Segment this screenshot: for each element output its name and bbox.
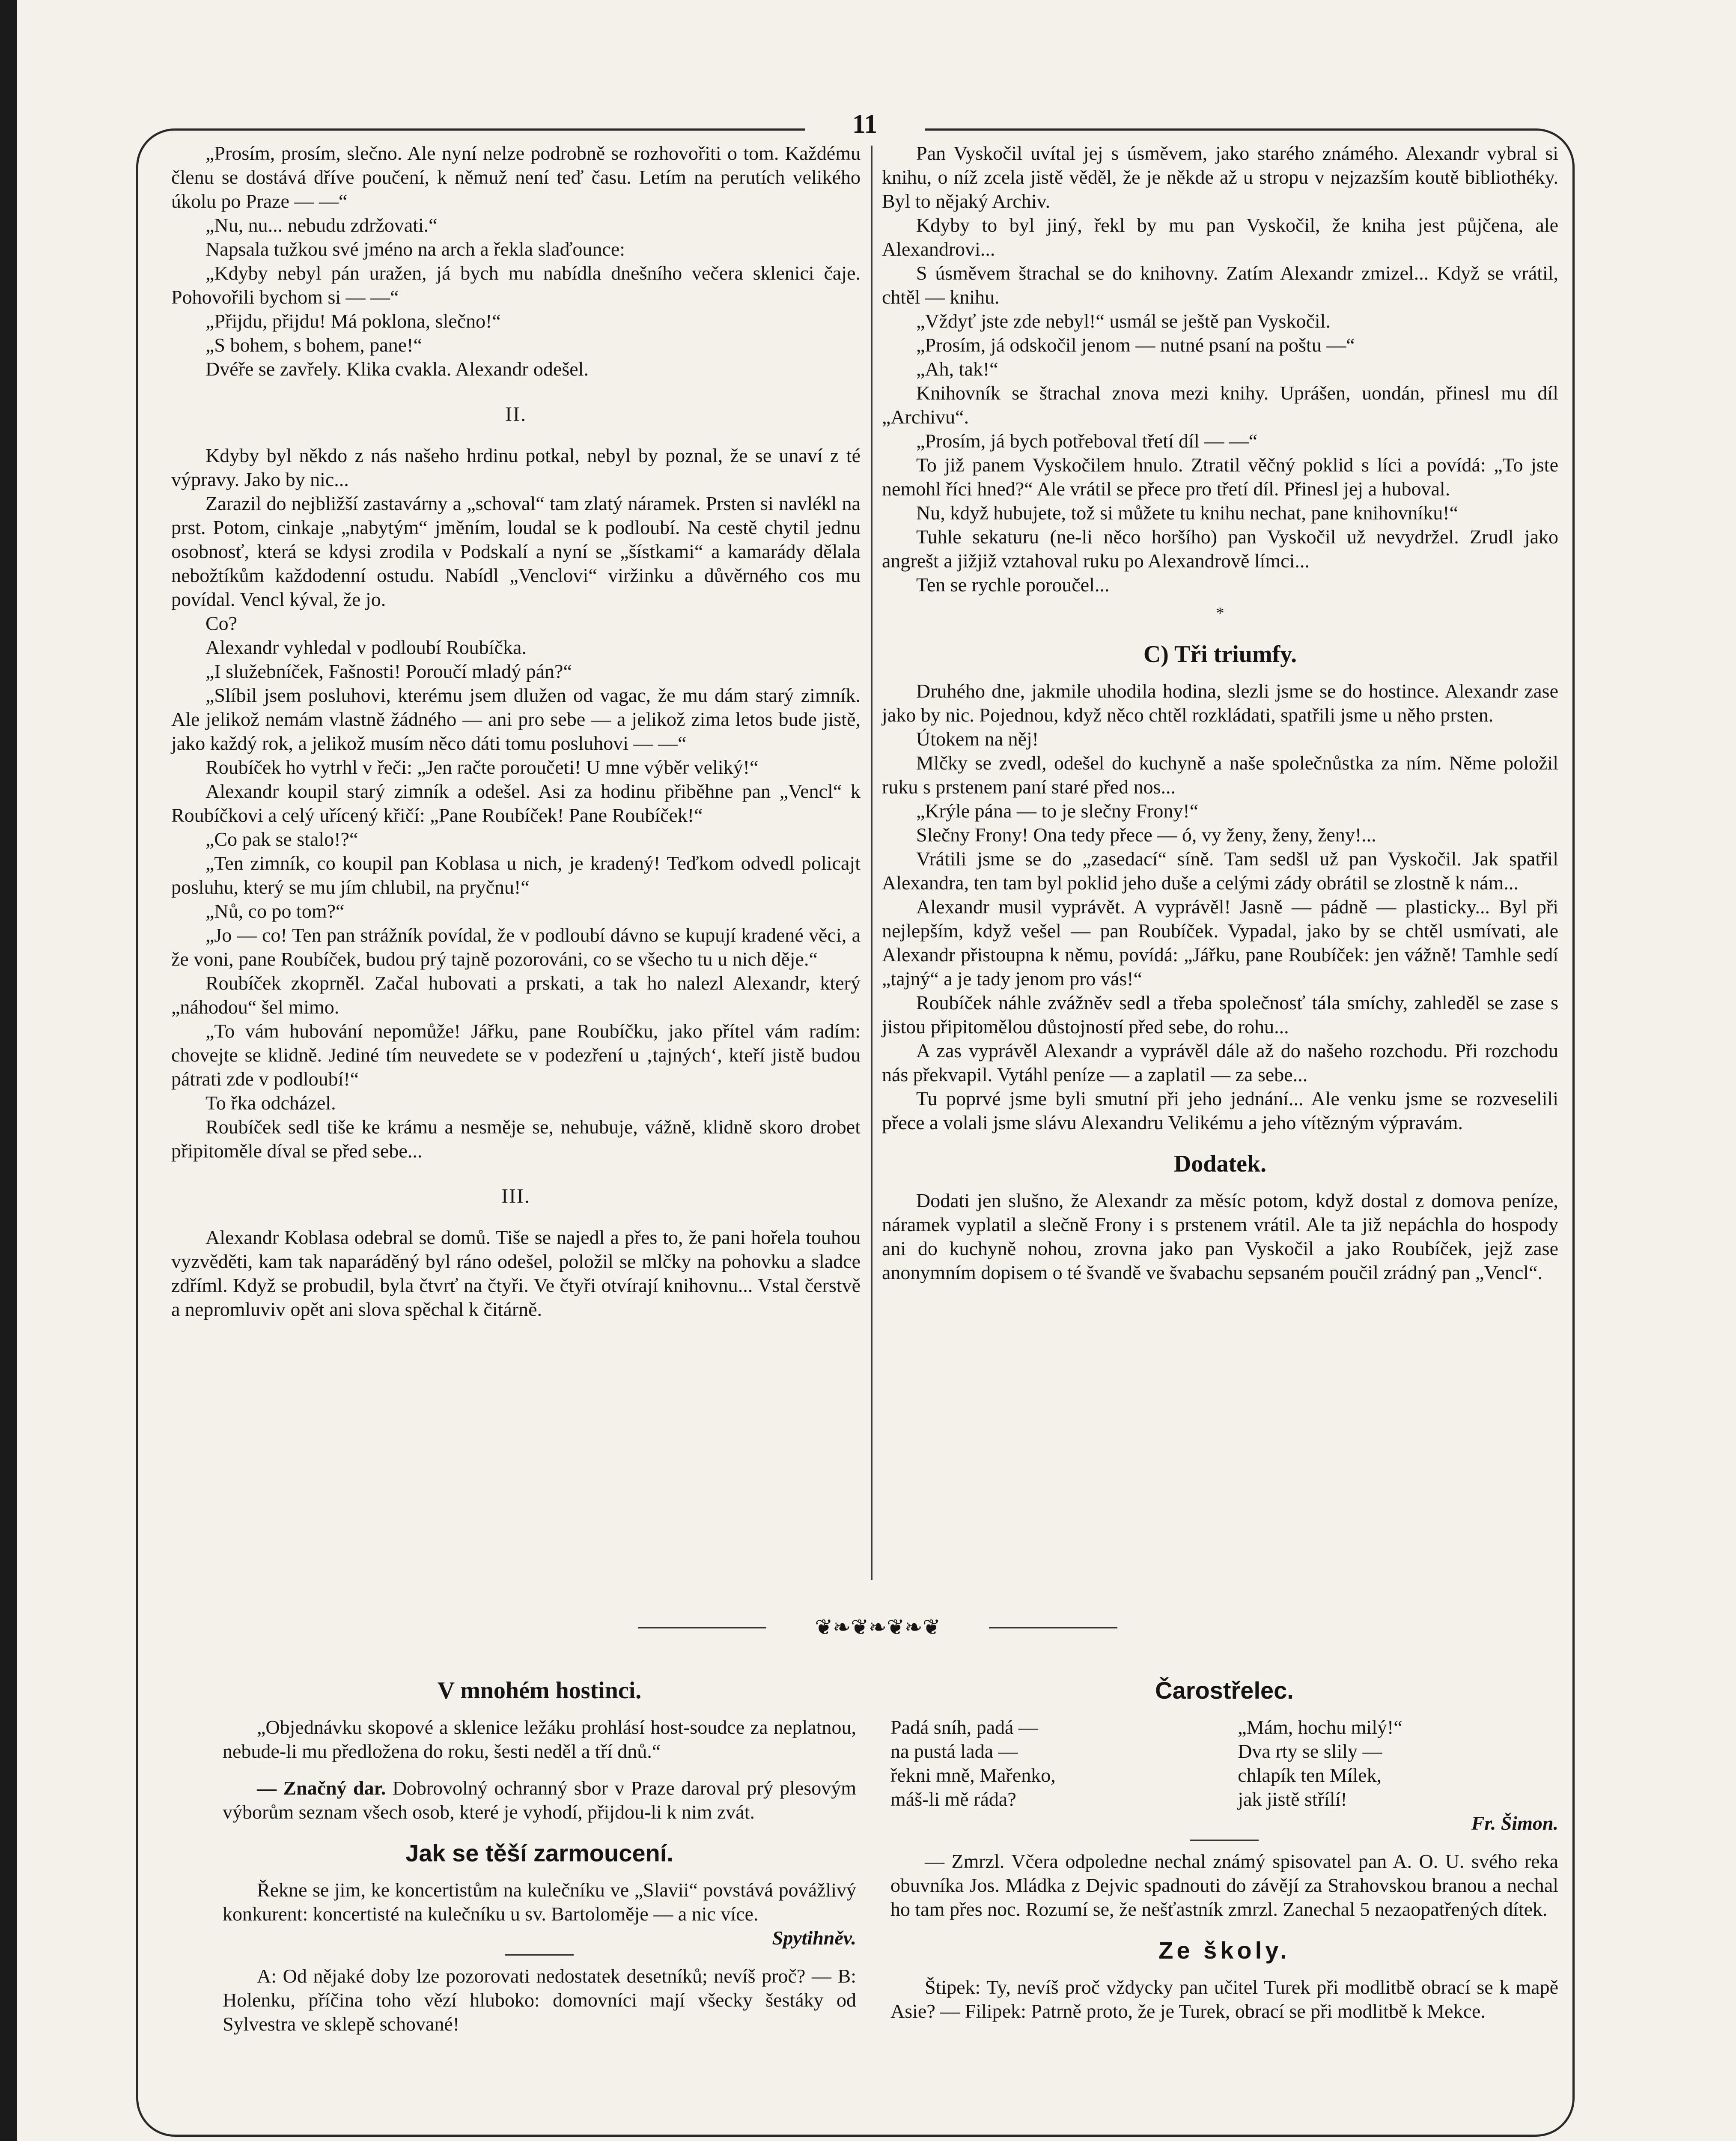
left-part-3 bbox=[171, 1226, 861, 1321]
left-part2-paragraph: „Ten zimník, co koupil pan Koblasa u nich, je kradený! Teďkom odvedl policajt posluhu, který se mu jím chlubil, na pryčnu!“ bbox=[171, 852, 861, 898]
scan-edge bbox=[0, 0, 17, 2141]
poem-line: řekni mně, Mařenko, bbox=[890, 1764, 1056, 1786]
left-part2-paragraph: Roubíček ho vytrhl v řeči: „Jen račte poroučeti! U mne výběr veliký!“ bbox=[205, 756, 759, 778]
left-part2-paragraph: Alexandr koupil starý zimník a odešel. Asi za hodinu přiběhne pan „Vencl“ k Roubíčkovi a celý uřícený křičí: „Pane Roubíček! Pane Roubíček!“ bbox=[171, 780, 861, 826]
poem-line: „Mám, hochu milý!“ bbox=[1238, 1716, 1402, 1738]
left-part2-paragraph: Roubíček sedl tiše ke krámu a nesměje se, nehubuje, vážně, klidně skoro drobet připitoměle díval se před sebe... bbox=[171, 1116, 861, 1162]
poem-stanza-2 bbox=[1238, 1715, 1558, 1811]
right-part1-paragraph: Ten se rychle poroučel... bbox=[916, 574, 1110, 596]
right-part1-paragraph: Pan Vyskočil uvítal jej s úsměvem, jako starého známého. Alexandr vybral si knihu, o níž zcela jistě věděl, že je někde až u stropu v nejzazším koutě bibliothéky. Byl to nějaký Archiv. bbox=[882, 142, 1558, 212]
poem-line: Dva rty se slily — bbox=[1238, 1740, 1382, 1762]
poem-line: na pustá lada — bbox=[890, 1740, 1018, 1762]
right-part-1 bbox=[882, 141, 1558, 597]
zmrzl-text: — Zmrzl. Včera odpoledne nechal známý spisovatel pan A. O. U. svého reka obuvníka Jos. Mládka z Dejvic spadnouti do závějí za Strahovskou branou a nechal ho tam přes noc. Rozumí se, že nešťastník zmrzl. Zanechal 5 nezaopatřených dítek. bbox=[890, 1850, 1558, 1920]
right-part2-paragraph: Tu poprvé jsme byli smutní při jeho jednání... Ale venku jsme se rozveselili přece a volali jsme slávu Alexandru Velikému a jeho vítězným výpravám. bbox=[882, 1088, 1558, 1133]
zarmouceni-text: Řekne se jim, ke koncertistům na kulečníku ve „Slavii“ povstává povážlivý konkurent: koncertisté na kulečníku u sv. Bartoloměje — a nic více. bbox=[223, 1879, 856, 1925]
right-part2-paragraph: Vrátili jsme se do „zasedací“ síně. Tam sedšl už pan Vyskočil. Jak spatřil Alexandra, ten tam byl poklid jeho duše a celými zády obrátil se zlostně k nám... bbox=[882, 848, 1558, 894]
hostinec-title: V mnohém hostinci. bbox=[437, 1677, 642, 1704]
right-part2-paragraph: „Krýle pána — to je slečny Frony!“ bbox=[916, 800, 1199, 822]
section-3-title: III. bbox=[501, 1185, 530, 1208]
right-part1-paragraph: Nu, když hubujete, tož si můžete tu knihu nechat, pane knihovníku!“ bbox=[916, 502, 1458, 524]
right-part2-paragraph: Druhého dne, jakmile uhodila hodina, slezli jsme se do hostince. Alexandr zase jako by nic. Pojednou, když něco chtěl rozkládati, spatřili jsme u něho prsten. bbox=[882, 680, 1558, 726]
star-separator: * bbox=[1216, 604, 1224, 622]
right-part2-paragraph: Alexandr musil vyprávět. A vyprávěl! Jasně — pádně — plasticky... Byl při nejlepším, když vešel — pan Roubíček. Vypadal, jako by se chtěl usmívati, ale Alexandr přistoupna k němu, povídá: „Jářku, pane Roubíček: jen vážně! Tamhle sedí „tajný“ a je tady jenom pro vás!“ bbox=[882, 896, 1558, 990]
left-part2-paragraph: Kdyby byl někdo z nás našeho hrdinu potkal, nebyl by poznal, že se unaví z té výpravy. Jako by nic... bbox=[171, 444, 861, 490]
right-part1-paragraph: „Prosím, já odskočil jenom — nutné psaní na poštu —“ bbox=[916, 334, 1355, 356]
right-part2-paragraph: Útokem na něj! bbox=[916, 728, 1039, 750]
left-part-1 bbox=[171, 141, 861, 381]
right-column bbox=[882, 141, 1558, 1597]
left-part1-paragraph: Napsala tužkou své jméno na arch a řekla slaďounce: bbox=[205, 238, 625, 260]
left-part2-paragraph: Co? bbox=[205, 612, 238, 634]
zarmouceni-signature: Spytihněv. bbox=[772, 1927, 856, 1949]
right-part1-paragraph: „Prosím, já bych potřeboval třetí díl — —“ bbox=[916, 430, 1258, 452]
ze-skoly-text: Štipek: Ty, nevíš proč vždycky pan učitel Turek při modlitbě obrací se k mapě Asie? — Filipek: Patrně proto, že je Turek, obrací se při modlitbě k Mekce. bbox=[890, 1976, 1558, 2022]
right-part2-paragraph: Mlčky se zvedl, odešel do kuchyně a naše společnůstka za ním. Něme položil ruku s prstenem paní staré před nos... bbox=[882, 752, 1558, 798]
right-part1-paragraph: „Vždyť jste zde nebyl!“ usmál se ještě pan Vyskočil. bbox=[916, 310, 1331, 332]
carostrelec-title: Čarostřelec. bbox=[1155, 1677, 1294, 1704]
left-part2-paragraph: To řka odcházel. bbox=[205, 1092, 336, 1114]
left-part2-paragraph: Zarazil do nejbližší zastavárny a „schoval“ tam zlatý náramek. Prsten si navlékl na prst. Potom, cinkaje „nabytým“ jměním, loudal se k podloubí. Na cestě chytil jednu osobnosť, která se kdysi zrodila v Podskalí a nyní se „šístkami“ a kamarády dělala nebožtíkům každodenní ostudu. Nabídl „Venclovi“ viržinku a důvěrného cos mu povídal. Vencl kýval, že jo. bbox=[171, 492, 861, 610]
left-part2-paragraph: „Co pak se stalo!?“ bbox=[205, 828, 358, 850]
left-part2-paragraph: „Slíbil jsem posluhovi, kterému jsem dlužen od vagac, že mu dám starý zimník. Ale jelikož nemám vlastně žádného — ani pro sebe — a jelikož zima letos bude jistě, jako každý rok, a jelikož musím něco dáti tomu posluhovi — —“ bbox=[171, 684, 861, 754]
left-part1-paragraph: Dvéře se zavřely. Klika cvakla. Alexandr odešel. bbox=[205, 358, 589, 380]
left-part2-paragraph: Alexandr vyhledal v podloubí Roubíčka. bbox=[205, 636, 527, 658]
left-column bbox=[171, 141, 861, 1597]
section-c-title: C) Tři triumfy. bbox=[1143, 641, 1297, 668]
right-part1-paragraph: Knihovník se štrachal znova mezi knihy. Uprášen, uondán, přinesl mu díl „Archivu“. bbox=[882, 382, 1558, 428]
right-part2-paragraph: A zas vyprávěl Alexandr a vyprávěl dále až do našeho rozchodu. Při rozchodu nás překvapil. Vytáhl peníze — a zaplatil — za sebe... bbox=[882, 1040, 1558, 1085]
right-part2-paragraph: Roubíček náhle zvážněv sedl a třeba společnosť tála smíchy, zahleděl se zase s jistou připitomělou důstojností před sebe, do rohu... bbox=[882, 992, 1558, 1038]
poem-line: jak jistě střílí! bbox=[1238, 1788, 1347, 1810]
bottom-left-section bbox=[223, 1661, 856, 2036]
right-part-2 bbox=[882, 679, 1558, 1135]
left-part2-paragraph: „Jo — co! Ten pan strážník povídal, že v podloubí dávno se kupují kradené věci, a že voni, pane Roubíček, budou prý tajně pozorováni, co se všecho tu u nich děje.“ bbox=[171, 924, 861, 970]
left-part2-paragraph: Roubíček zkoprněl. Začal hubovati a prskati, a tak ho nalezl Alexandr, který „náhodou“ šel mimo. bbox=[171, 972, 861, 1018]
zarmouceni-title: Jak se těší zarmoucení. bbox=[405, 1840, 673, 1867]
right-part1-paragraph: To již panem Vyskočilem hnulo. Ztratil věčný poklid s líci a povídá: „To jste nemohl říci hned?“ Ale vrátil se přece pro třetí díl. Přinesl jej a huboval. bbox=[882, 454, 1558, 500]
dar-label: — Značný dar. bbox=[257, 1777, 386, 1799]
left-part2-paragraph: „I služebníček, Fašnosti! Poroučí mladý pán?“ bbox=[205, 660, 572, 682]
dar-text: Dobrovolný ochranný sbor v Praze daroval prý plesovým výborům seznam všech osob, které je vyhodí, přijdou-li k nim zvát. bbox=[223, 1777, 857, 1823]
poem-line: máš-li mě ráda? bbox=[890, 1788, 1016, 1810]
section-2-title: II. bbox=[505, 403, 527, 426]
hostinec-text: „Objednávku skopové a sklenice ležáku prohlásí host-soudce za neplatnou, nebude-li mu předložena do roku, šesti neděl a tří dnů.“ bbox=[223, 1716, 856, 1762]
left-part-2 bbox=[171, 444, 861, 1163]
dodatek-title: Dodatek. bbox=[1173, 1151, 1267, 1177]
poem bbox=[890, 1715, 1558, 1811]
left-part1-paragraph: „Přijdu, přijdu! Má poklona, slečno!“ bbox=[205, 310, 501, 332]
column-divider bbox=[871, 146, 872, 1580]
poem-signature: Fr. Šimon. bbox=[1471, 1812, 1558, 1834]
ze-skoly-title: Ze školy. bbox=[1158, 1937, 1290, 1964]
dodatek-text: Dodati jen slušno, že Alexandr za měsíc potom, když dostal z domova peníze, náramek vyplatil a slečně Frony i s prstenem vrátil. Ale ta již nepáchla do hospody ani do kuchyně nohou, zrovna jako pan Vyskočil a jako Roubíček, jejž zase anonymním dopisem o té švandě ve švabachu sepsaném poučil zrádný pan „Vencl“. bbox=[882, 1190, 1558, 1283]
left-part3-paragraph: Alexandr Koblasa odebral se domů. Tiše se najedl a přes to, že pani hořela touhou vyzvěděti, kam tak naparáděný byl ráno odešel, položil se mlčky na pohovku a sladce zdříml. Když se probudil, byla čtvrť na čtyři. Ve čtyři otvírají knihovnu... Vstal čerstvě a nepromluviv opět ani slova spěchal k čitárně. bbox=[171, 1226, 861, 1320]
left-part1-paragraph: „Nu, nu... nebudu zdržovati.“ bbox=[205, 214, 438, 236]
poem-line: chlapík ten Mílek, bbox=[1238, 1764, 1382, 1786]
right-part1-paragraph: „Ah, tak!“ bbox=[916, 358, 998, 380]
left-part1-paragraph: „S bohem, s bohem, pane!“ bbox=[205, 334, 422, 356]
left-part2-paragraph: „To vám hubování nepomůže! Jářku, pane Roubíčku, jako přítel vám radím: chovejte se klidně. Jediné tím neuvedete se v podezření u ‚tajných‘, kteří jistě budou pátrati zde v podloubí!“ bbox=[171, 1020, 861, 1090]
left-part1-paragraph: „Prosím, prosím, slečno. Ale nyní nelze podrobně se rozhovořiti o tom. Každému členu se dostává dříve poučení, k němuž není teď času. Letím na perutích velikého úkolu po Praze — —“ bbox=[171, 142, 861, 212]
right-part2-paragraph: Slečny Frony! Ona tedy přece — ó, vy ženy, ženy, ženy!... bbox=[916, 824, 1376, 846]
right-part1-paragraph: Kdyby to byl jiný, řekl by mu pan Vyskočil, že kniha jest půjčena, ale Alexandrovi... bbox=[882, 214, 1558, 260]
page-number: 11 bbox=[852, 110, 878, 139]
left-part2-paragraph: „Nů, co po tom?“ bbox=[205, 900, 345, 922]
desetniky-text: A: Od nějaké doby lze pozorovati nedostatek desetníků; nevíš proč? — B: Holenku, příčina toho vězí hluboko: domovníci mají všecky šestáky od Sylvestra ve sklepě schované! bbox=[223, 1965, 856, 2035]
short-rule-2 bbox=[1190, 1840, 1259, 1841]
right-part1-paragraph: Tuhle sekaturu (ne-li něco horšího) pan Vyskočil už nevydržel. Zrudl jako angrešt a jižjiž vztahoval ruku po Alexandrově límci... bbox=[882, 526, 1558, 572]
poem-stanza-1 bbox=[890, 1715, 1211, 1811]
left-part1-paragraph: „Kdyby nebyl pán uražen, já bych mu nabídla dnešního večera sklenici čaje. Pohovořili bychom si — —“ bbox=[171, 262, 861, 308]
bottom-right-section bbox=[890, 1661, 1558, 2023]
ornament: ❦❧❦❧❦❧❦ bbox=[766, 1614, 989, 1640]
short-rule bbox=[505, 1954, 574, 1956]
poem-line: Padá sníh, padá — bbox=[890, 1716, 1038, 1738]
right-part1-paragraph: S úsměvem štrachal se do knihovny. Zatím Alexandr zmizel... Když se vrátil, chtěl — knihu. bbox=[882, 262, 1558, 308]
